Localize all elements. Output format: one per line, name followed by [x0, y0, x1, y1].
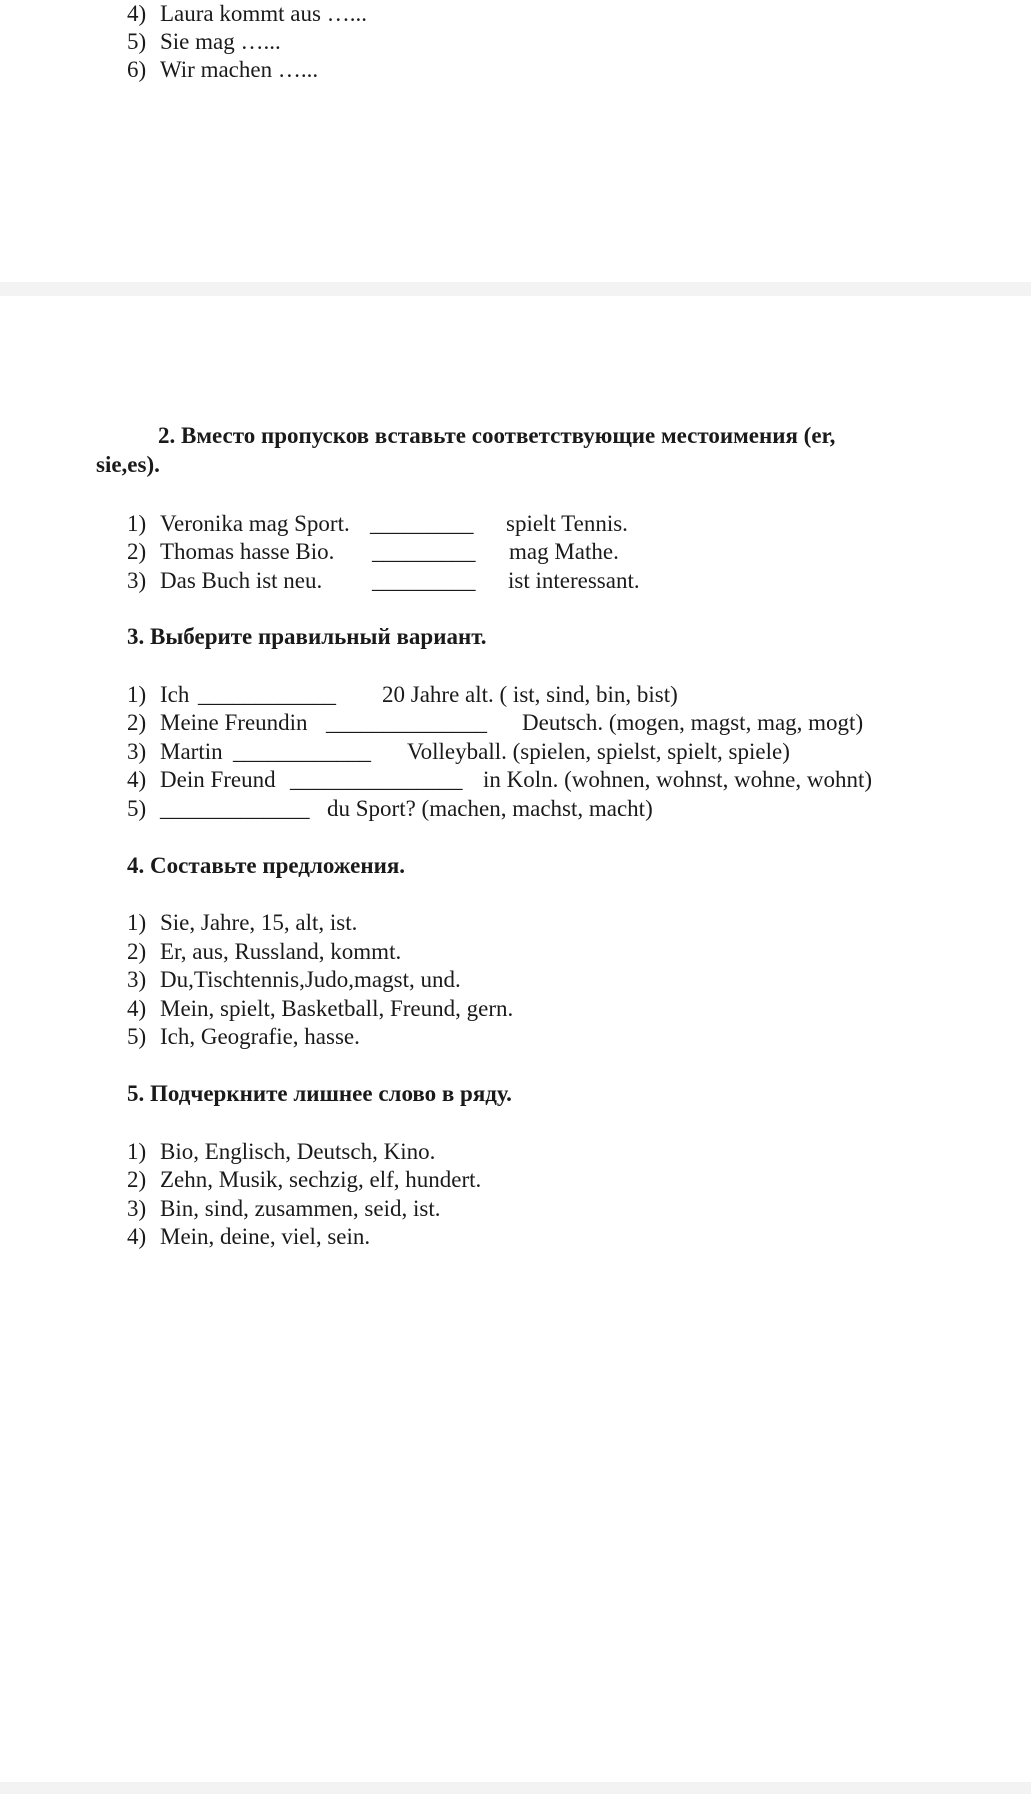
item-end: Deutsch. (mogen, magst, mag, mogt)	[522, 710, 864, 735]
page-separator	[0, 1782, 1031, 1794]
item-text: Sie, Jahre, 15, alt, ist.	[160, 910, 358, 935]
item-number: 3)	[127, 967, 147, 992]
item-number: 2)	[127, 939, 147, 964]
task2-heading-line1: 2. Вместо пропусков вставьте соответствующие местоимения (er,	[158, 423, 836, 448]
item-start: Das Buch ist neu.	[160, 568, 323, 593]
answer-blank[interactable]: _________	[372, 568, 476, 593]
item-number: 4)	[127, 767, 147, 792]
item-start: Ich	[160, 682, 190, 707]
item-number: 1)	[127, 511, 147, 536]
item-number: 5)	[127, 796, 147, 821]
item-number: 2)	[127, 710, 147, 735]
answer-blank[interactable]: ______________	[326, 710, 487, 735]
task2-heading-line2: sie,es).	[96, 452, 160, 477]
item-text: Wir machen …...	[160, 57, 319, 82]
item-start: Thomas hasse Bio.	[160, 539, 335, 564]
item-end: in Koln. (wohnen, wohnst, wohne, wohnt)	[483, 767, 873, 792]
item-text: Laura kommt aus …...	[160, 1, 367, 26]
item-number: 3)	[127, 739, 147, 764]
item-text: Er, aus, Russland, kommt.	[160, 939, 402, 964]
item-end: mag Mathe.	[509, 539, 619, 564]
answer-blank[interactable]: ____________	[233, 739, 371, 764]
item-text: Du,Tischtennis,Judo,magst, und.	[160, 967, 461, 992]
item-end: Volleyball. (spielen, spielst, spielt, spiele)	[407, 739, 790, 764]
item-number: 1)	[127, 682, 147, 707]
answer-blank[interactable]: _______________	[290, 767, 463, 792]
item-number: 2)	[127, 539, 147, 564]
item-end: du Sport? (machen, machst, macht)	[327, 796, 653, 821]
item-text: Bin, sind, zusammen, seid, ist.	[160, 1196, 441, 1221]
item-text: Mein, deine, viel, sein.	[160, 1224, 371, 1249]
item-start: Veronika mag Sport.	[160, 511, 350, 536]
item-end: ist interessant.	[508, 568, 640, 593]
item-text: Mein, spielt, Basketball, Freund, gern.	[160, 996, 514, 1021]
item-number: 5)	[127, 29, 147, 54]
item-text: Zehn, Musik, sechzig, elf, hundert.	[160, 1167, 482, 1192]
item-number: 1)	[127, 910, 147, 935]
item-text: Ich, Geografie, hasse.	[160, 1024, 360, 1049]
page-separator	[0, 282, 1031, 296]
answer-blank[interactable]: _________	[370, 511, 474, 536]
task4-heading: 4. Составьте предложения.	[127, 853, 406, 878]
page-current	[0, 296, 1031, 1782]
item-number: 2)	[127, 1167, 147, 1192]
task5-heading: 5. Подчеркните лишнее слово в ряду.	[127, 1081, 512, 1106]
item-number: 6)	[127, 57, 147, 82]
task3-heading: 3. Выберите правильный вариант.	[127, 624, 487, 649]
answer-blank[interactable]: _________	[372, 539, 476, 564]
item-start: Meine Freundin	[160, 710, 308, 735]
item-number: 3)	[127, 1196, 147, 1221]
item-end: spielt Tennis.	[506, 511, 628, 536]
item-end: 20 Jahre alt. ( ist, sind, bin, bist)	[382, 682, 678, 707]
item-text: Bio, Englisch, Deutsch, Kino.	[160, 1139, 436, 1164]
item-start: Dein Freund	[160, 767, 276, 792]
item-number: 4)	[127, 1, 147, 26]
page-previous	[0, 0, 1031, 282]
item-number: 4)	[127, 996, 147, 1021]
item-start: Martin	[160, 739, 223, 764]
item-number: 3)	[127, 568, 147, 593]
item-text: Sie mag …...	[160, 29, 281, 54]
item-number: 4)	[127, 1224, 147, 1249]
item-number: 1)	[127, 1139, 147, 1164]
item-number: 5)	[127, 1024, 147, 1049]
answer-blank[interactable]: _____________	[160, 796, 310, 821]
answer-blank[interactable]: ____________	[198, 682, 336, 707]
